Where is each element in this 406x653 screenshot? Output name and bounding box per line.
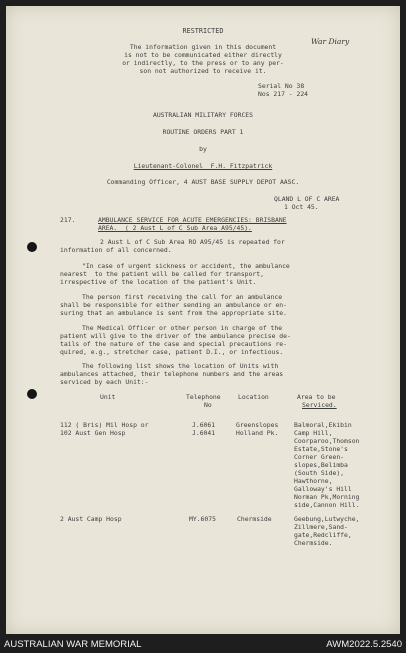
- order-heading: AMBULANCE SERVICE FOR ACUTE EMERGENCIES: BRISBANE: [98, 216, 287, 224]
- order-number: 217.: [60, 216, 76, 224]
- table-cell-telephone: MY.6075: [189, 515, 216, 523]
- table-cell-area: Corner Green-: [294, 453, 345, 461]
- paragraph-line: tails of the nature of the case and special precautions re-: [60, 340, 288, 348]
- paragraph-line: "In case of urgent sickness or accident, the ambulance: [82, 262, 290, 270]
- officer-role: Commanding Officer, 4 AUST BASE SUPPLY DEPOT AASC.: [106, 178, 300, 186]
- restricted-label: RESTRICTED: [182, 27, 224, 35]
- officer-name: Lieutenant-Colonel F.H. Fitzpatrick: [133, 162, 273, 170]
- footer-institution: AUSTRALIAN WAR MEMORIAL: [4, 639, 142, 650]
- paragraph-line: information of all concerned.: [60, 246, 172, 254]
- handwritten-annotation: War Diary: [311, 37, 350, 46]
- table-cell-area: Balmoral,Ekibin: [294, 421, 352, 429]
- paragraph-line: ambulances attached, their telephone numbers and the areas: [60, 370, 284, 378]
- table-cell-unit: 2 Aust Camp Hosp: [60, 515, 122, 523]
- table-cell-unit: 112 ( Bris) Mil Hosp or: [60, 421, 149, 429]
- paragraph-line: 2 Aust L of C Sub Area RO A95/45 is repeated for: [100, 238, 285, 246]
- notice-line: son not authorized to receive it.: [139, 67, 267, 75]
- paragraph-line: nearest to the patient will be called for transport,: [60, 270, 264, 278]
- document-page: [6, 6, 400, 634]
- table-cell-telephone: J.6041: [192, 429, 216, 437]
- paragraph-line: suring that an ambulance is sent from the appropriate site.: [60, 309, 288, 317]
- punch-hole: [27, 242, 37, 252]
- organisation-title: AUSTRALIAN MILITARY FORCES: [152, 111, 254, 119]
- column-header-telephone: Telephone: [186, 393, 221, 401]
- table-cell-area: Norman Pk,Morning: [294, 493, 360, 501]
- punch-hole: [27, 389, 37, 399]
- issue-date: 1 Oct 45.: [284, 203, 319, 211]
- paragraph-line: quired, e.g., stretcher case, patient D.I., or infectious.: [60, 348, 284, 356]
- table-cell-area: gate,Redcliffe,: [294, 531, 352, 539]
- notice-line: is not to be communicated either directly: [124, 51, 282, 59]
- column-header-telephone-no: No: [204, 401, 212, 409]
- table-cell-area: (South Side),: [294, 469, 345, 477]
- order-numbers: Nos 217 - 224: [258, 90, 309, 98]
- order-heading: AREA. ( 2 Aust L of C Sub Area A95/45).: [98, 224, 252, 232]
- column-header-location: Location: [238, 393, 269, 401]
- by-label: by: [199, 145, 207, 153]
- footer-accession-number: AWM2022.5.2540: [326, 639, 402, 650]
- table-cell-area: Geebung,Lutwyche,: [294, 515, 360, 523]
- column-header-area: Area to be: [297, 393, 336, 401]
- table-cell-location: Chermside: [237, 515, 272, 523]
- paragraph-line: The following list shows the location of Units with: [82, 362, 279, 370]
- table-cell-area: Chermside.: [294, 539, 333, 547]
- paragraph-line: irrespective of the location of the patient's Unit.: [60, 278, 257, 286]
- notice-line: The information given in this document: [129, 43, 277, 51]
- document-title: ROUTINE ORDERS PART 1: [162, 128, 244, 136]
- table-cell-area: Hawthorne,: [294, 477, 333, 485]
- table-cell-telephone: J.6061: [192, 421, 216, 429]
- serial-number: Serial No 38: [258, 82, 305, 90]
- paragraph-line: serviced by each Unit:-: [60, 378, 149, 386]
- table-cell-area: Camp Hill,: [294, 429, 333, 437]
- table-cell-area: slopes,Belimba: [294, 461, 348, 469]
- notice-line: or indirectly, to the press or to any per-: [122, 59, 284, 67]
- table-cell-area: side,Cannon Hill.: [294, 501, 360, 509]
- paragraph-line: shall be responsible for either sending an ambulance or en-: [60, 301, 288, 309]
- table-cell-area: Galloway's Hill: [294, 485, 352, 493]
- column-header-area-serviced: Serviced.: [302, 401, 337, 409]
- table-cell-area: Coorparoo,Thomson: [294, 437, 360, 445]
- paragraph-line: The Medical Officer or other person in charge of the: [82, 324, 283, 332]
- area-label: QLAND L OF C AREA: [274, 195, 340, 203]
- paragraph-line: patient will give to the driver of the ambulance precise de-: [60, 332, 291, 340]
- paragraph-line: The person first receiving the call for an ambulance: [82, 293, 283, 301]
- archive-footer: [0, 634, 406, 653]
- table-cell-area: Zillmere,Sand-: [294, 523, 348, 531]
- column-header-unit: Unit: [100, 393, 116, 401]
- table-cell-area: Estate,Stone's: [294, 445, 348, 453]
- table-cell-location: Holland Pk.: [236, 429, 279, 437]
- table-cell-location: Greenslopes: [236, 421, 279, 429]
- table-cell-unit: 102 Aust Gen Hosp: [60, 429, 126, 437]
